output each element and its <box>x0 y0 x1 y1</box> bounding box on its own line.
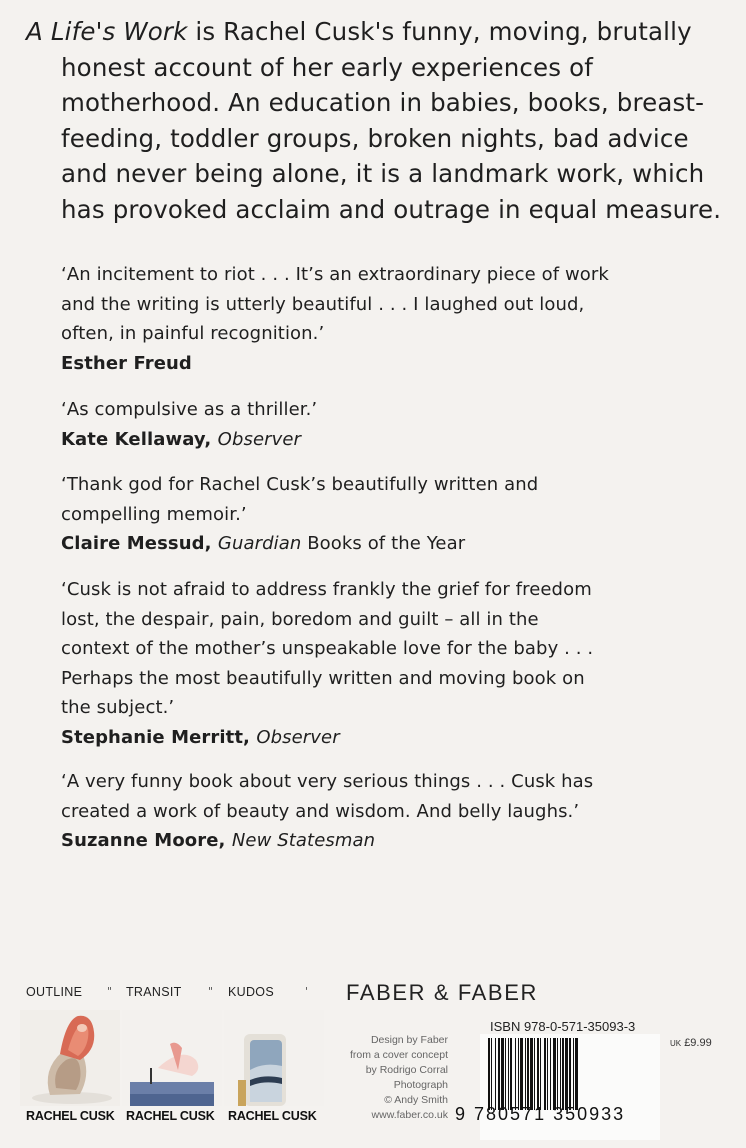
review-quote <box>61 575 721 752</box>
credit-line: © Andy Smith <box>384 1094 448 1106</box>
isbn-label: ISBN 978-0-571-35093-3 <box>490 1019 636 1034</box>
blurb-line: feeding, toddler groups, broken nights, bad advice <box>61 123 689 153</box>
cover-thumbnail-kudos <box>224 1010 324 1106</box>
quote-author: Suzanne Moore <box>61 830 219 851</box>
quote-source: Claire Messud, Guardian Books of the Year <box>61 533 466 554</box>
publisher-website: www.faber.co.uk <box>371 1109 448 1121</box>
quote-source-suffix: Books of the Year <box>301 533 466 554</box>
barcode-bar <box>501 1038 504 1110</box>
barcode-bar <box>491 1038 492 1110</box>
quote-text: context of the mother’s unspeakable love for the baby . . . <box>61 638 594 659</box>
barcode-bar <box>544 1038 546 1110</box>
book-blurb <box>26 14 736 227</box>
barcode-bar <box>498 1038 500 1110</box>
quote-text: and the writing is utterly beautiful . . . I laughed out loud, <box>61 293 585 315</box>
thumbnail-author-label: RACHEL CUSK <box>126 1109 215 1123</box>
price-value: £9.99 <box>684 1037 712 1049</box>
barcode-bar <box>557 1038 558 1110</box>
barcode-bar <box>515 1038 516 1110</box>
review-quote <box>61 260 721 378</box>
quote-text: the subject.’ <box>61 697 175 718</box>
publisher-name: FABER & FABER <box>346 980 538 1005</box>
coastline-image <box>122 1010 222 1106</box>
book-title: A Life's Work <box>26 17 188 46</box>
blurb-line: honest account of her early experiences of <box>61 52 594 82</box>
series-separator: " <box>208 985 214 998</box>
quote-publication: Guardian <box>217 533 302 554</box>
barcode-bar <box>510 1038 512 1110</box>
series-title-outline: OUTLINE <box>26 985 83 999</box>
barcode-bar <box>553 1038 556 1110</box>
cover-thumbnail-outline <box>20 1010 120 1106</box>
cover-thumbnail-transit <box>122 1010 222 1106</box>
series-title-transit: TRANSIT <box>126 985 182 999</box>
review-quote <box>61 395 721 454</box>
quote-text: ‘Cusk is not afraid to address frankly the grief for freedom <box>61 579 592 600</box>
series-separator: ' <box>305 985 309 998</box>
price-region: UK <box>670 1039 682 1048</box>
quote-author: Claire Messud <box>61 533 205 554</box>
quote-source <box>61 349 721 379</box>
window-view-image <box>224 1010 324 1106</box>
quote-text: created a work of beauty and wisdom. And belly laughs.’ <box>61 800 580 822</box>
blurb-line: motherhood. An education in babies, books, breast- <box>61 88 705 117</box>
barcode-bar <box>562 1038 564 1110</box>
barcode-bar <box>565 1038 568 1110</box>
barcode-bar <box>495 1038 496 1110</box>
blurb-line: and never being alone, it is a landmark work, which <box>61 159 705 188</box>
quote-source: Kate Kellaway, Observer <box>61 428 302 450</box>
barcode-bar <box>547 1038 548 1110</box>
blurb-line: A Life's Work is Rachel Cusk's funny, moving, brutally <box>26 17 692 46</box>
credit-line: Design by Faber <box>370 1034 448 1046</box>
thumbnail-author-label: RACHEL CUSK <box>26 1109 115 1123</box>
barcode-bar <box>525 1038 526 1110</box>
thumbnail-author-label: RACHEL CUSK <box>228 1109 317 1123</box>
quote-publication: Observer <box>217 428 302 450</box>
barcode-bar <box>508 1038 509 1110</box>
quote-author: Stephanie Merritt <box>61 726 244 748</box>
barcode-image <box>486 1038 666 1110</box>
barcode-bar <box>488 1038 490 1110</box>
quote-text: ‘Thank god for Rachel Cusk’s beautifully written and <box>61 474 539 495</box>
barcode-bar <box>530 1038 533 1110</box>
barcode-bar <box>527 1038 529 1110</box>
blurb-line: has provoked acclaim and outrage in equal measure. <box>61 194 722 224</box>
barcode-bar <box>560 1038 561 1110</box>
quote-text: ‘As compulsive as a thriller.’ <box>61 399 318 420</box>
barcode-bar <box>505 1038 506 1110</box>
quote-source: Suzanne Moore, New Statesman <box>61 830 376 851</box>
barcode-bar <box>573 1038 574 1110</box>
quote-text: Perhaps the most beautifully written and moving book on <box>61 667 585 689</box>
barcode-bar <box>569 1038 571 1110</box>
quote-author: Esther Freud <box>61 352 192 374</box>
quote-publication: Observer <box>256 726 340 748</box>
quote-source: Stephanie Merritt, Observer <box>61 726 340 748</box>
barcode-bar <box>534 1038 535 1110</box>
price-label <box>670 1037 712 1049</box>
barcode-number: 9 780571 350933 <box>455 1104 626 1124</box>
quote-text: ‘A very funny book about very serious things . . . Cusk has <box>61 771 594 792</box>
credit-line: Photograph <box>393 1079 448 1091</box>
barcode-bar <box>520 1038 523 1110</box>
quote-text: ‘An incitement to riot . . . It’s an extraordinary piece of work <box>61 264 609 285</box>
barcode-bar <box>575 1038 578 1110</box>
quote-author: Kate Kellaway <box>61 428 205 450</box>
quote-publication: New Statesman <box>231 830 376 851</box>
barcode-bar <box>518 1038 519 1110</box>
series-title-kudos: KUDOS <box>228 985 274 999</box>
barcode-bar <box>550 1038 551 1110</box>
barcode-bar <box>537 1038 539 1110</box>
review-quote <box>61 470 721 559</box>
review-quote <box>61 767 721 856</box>
barcode-bar <box>540 1038 541 1110</box>
credit-line: from a cover concept <box>349 1049 448 1061</box>
seashell-image <box>20 1010 120 1106</box>
credit-line: by Rodrigo Corral <box>365 1064 448 1076</box>
quote-text: lost, the despair, pain, boredom and guilt – all in the <box>61 608 539 630</box>
cover-credits <box>320 1033 448 1123</box>
quote-text: often, in painful recognition.’ <box>61 323 325 344</box>
series-separator: " <box>107 985 113 998</box>
quote-text: compelling memoir.’ <box>61 503 247 525</box>
